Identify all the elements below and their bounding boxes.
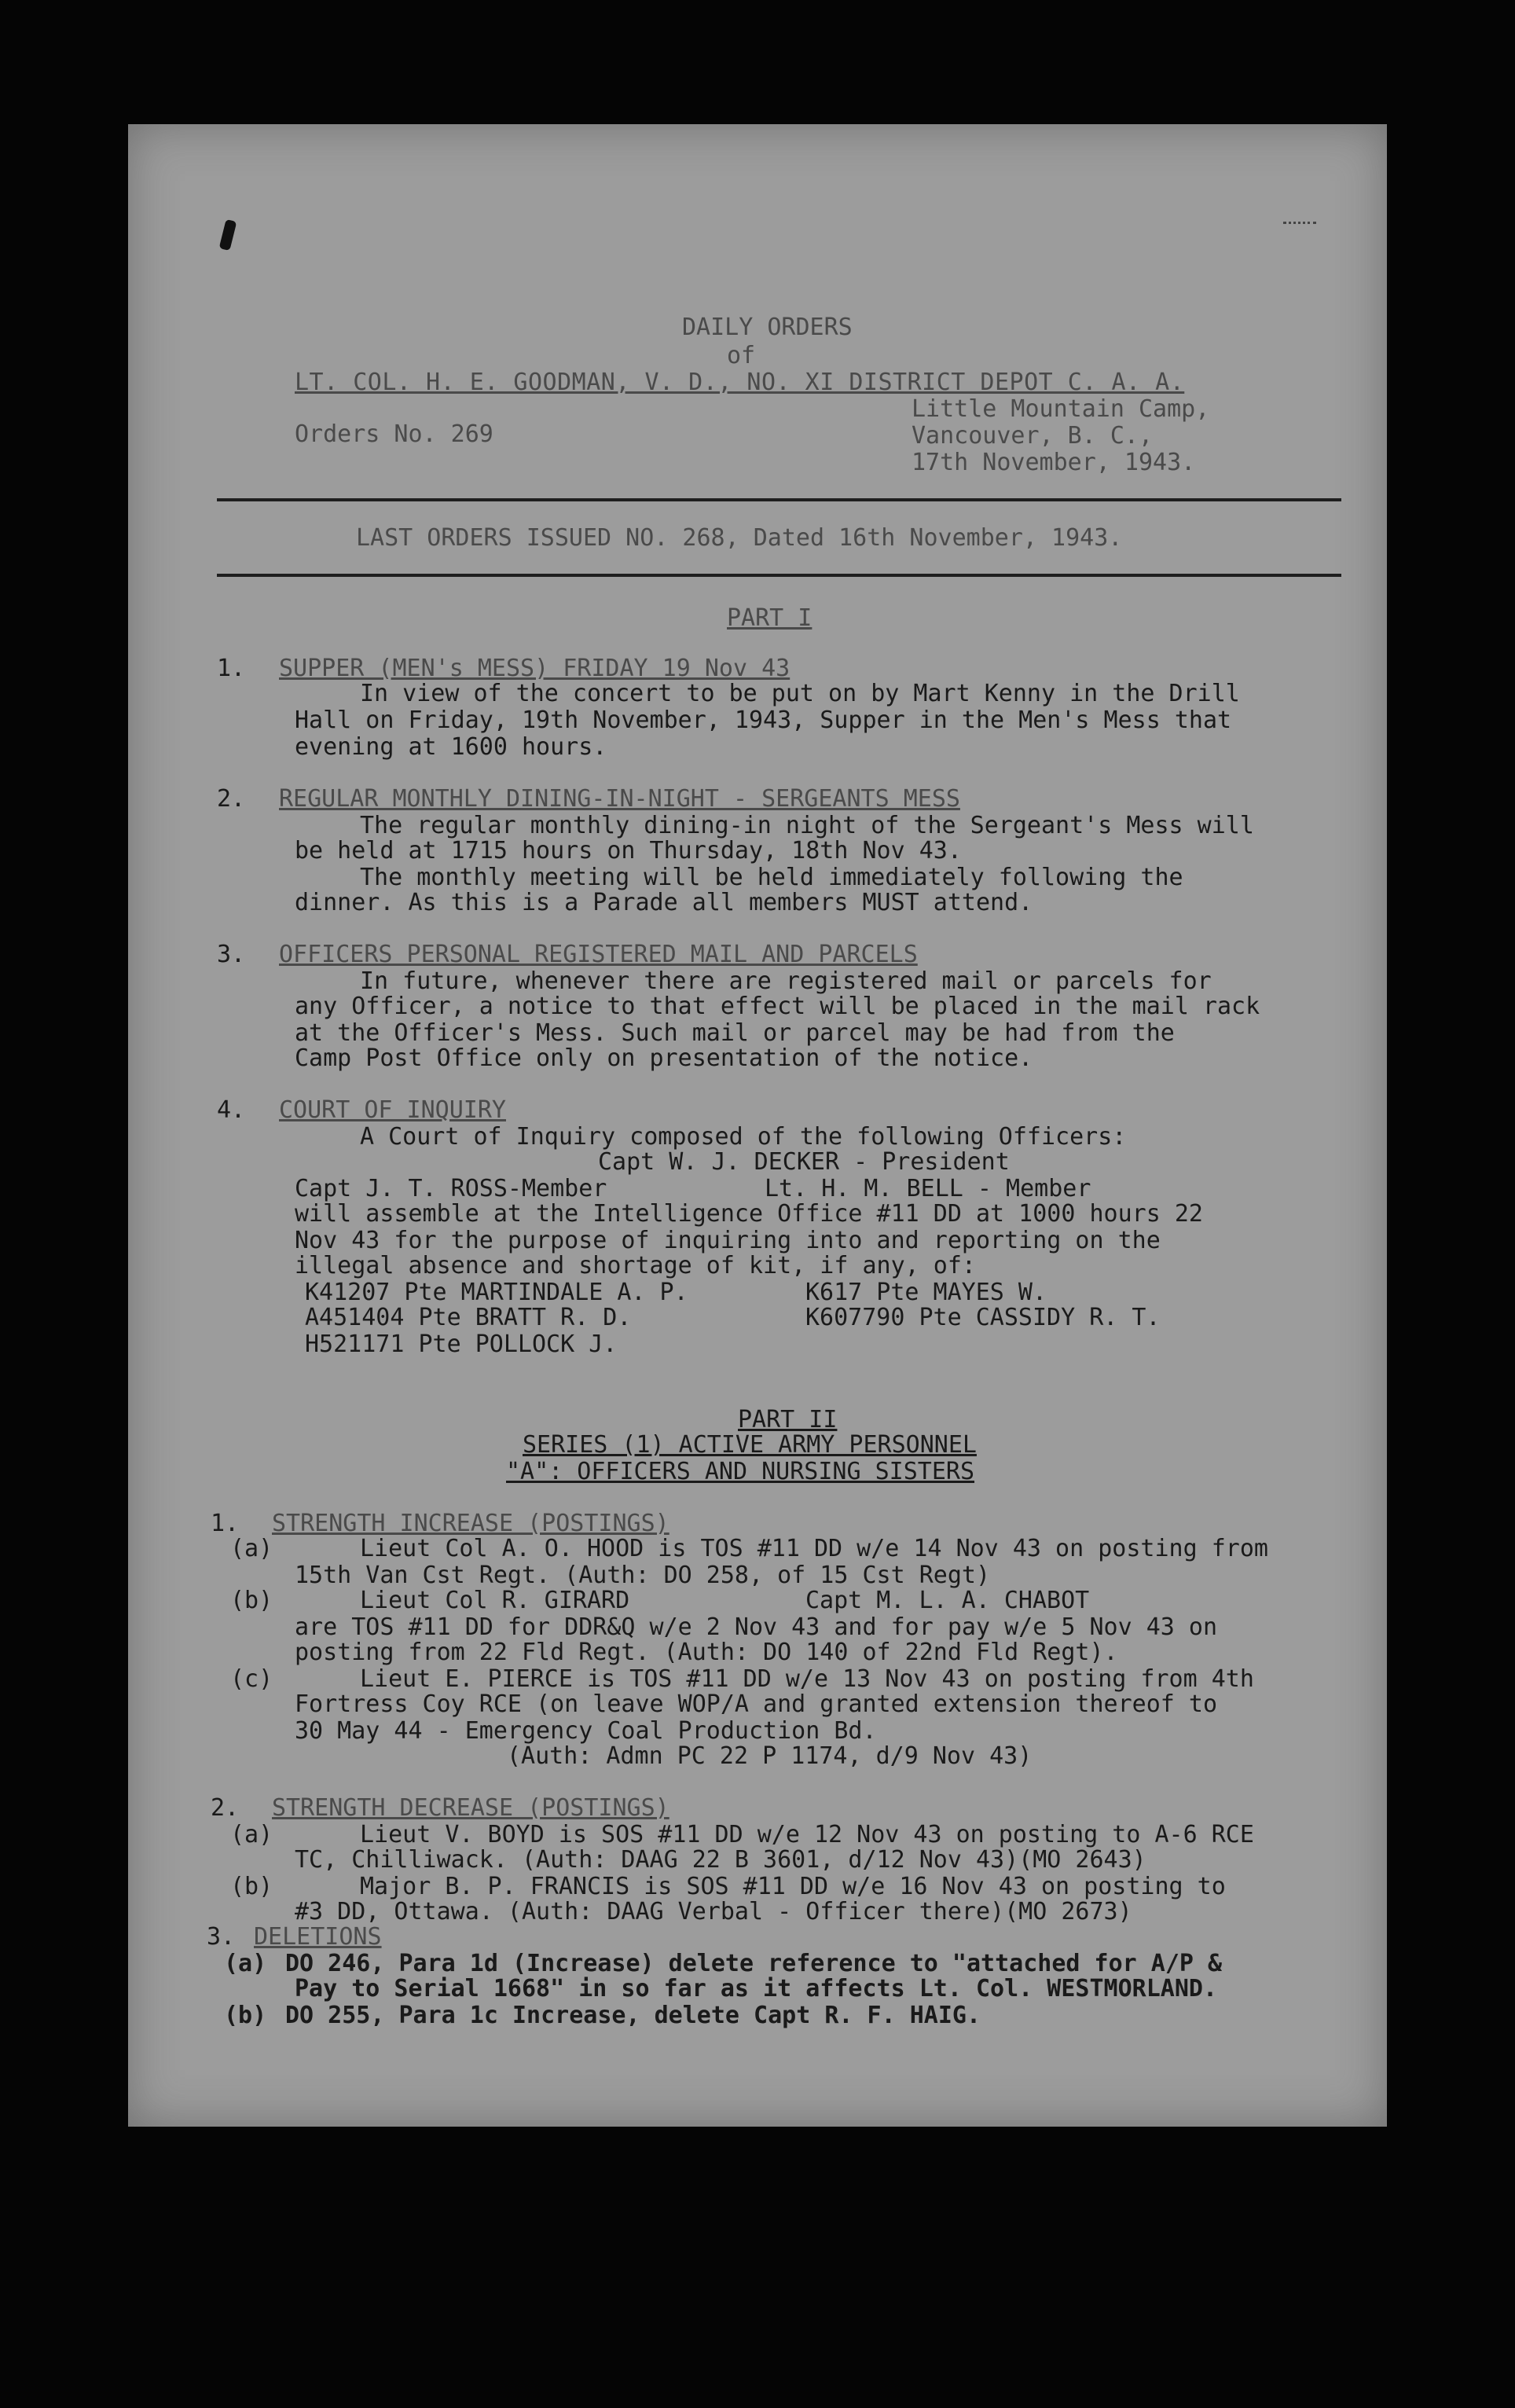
- title-of: of: [727, 342, 756, 369]
- item-line: will assemble at the Intelligence Office #11 DD at 1000 hours 22: [295, 1200, 1203, 1228]
- item-title: COURT OF INQUIRY: [279, 1096, 506, 1124]
- item-line: any Officer, a notice to that effect will be placed in the mail rack: [295, 993, 1260, 1020]
- section-line: DO 246, Para 1d (Increase) delete reference to "attached for A/P &: [285, 1950, 1223, 1977]
- divider-top: [217, 498, 1341, 501]
- section-number: 1.: [211, 1510, 240, 1537]
- section-title: STRENGTH INCREASE (POSTINGS): [272, 1510, 669, 1537]
- orders-number: Orders No. 269: [295, 420, 493, 448]
- section-line: are TOS #11 DD for DDR&Q w/e 2 Nov 43 and for pay w/e 5 Nov 43 on: [295, 1613, 1217, 1641]
- subitem-label: (b): [230, 1873, 273, 1900]
- personnel-entry: A451404 Pte BRATT R. D.: [305, 1304, 632, 1331]
- section-line: (Auth: Admn PC 22 P 1174, d/9 Nov 43): [507, 1742, 1033, 1770]
- item-line: The regular monthly dining-in night of the Sergeant's Mess will: [360, 812, 1254, 839]
- item-title: OFFICERS PERSONAL REGISTERED MAIL AND PARCELS: [279, 941, 918, 968]
- item-number: 4.: [217, 1096, 246, 1124]
- subitem-label: (b): [230, 1587, 273, 1614]
- location-line-1: Little Mountain Camp,: [912, 395, 1210, 423]
- section-number: 2.: [211, 1794, 240, 1822]
- issue-date: 17th November, 1943.: [912, 449, 1196, 476]
- item-number: 3.: [217, 941, 246, 968]
- item-line: Capt J. T. ROSS-Member: [295, 1175, 607, 1202]
- location-line-2: Vancouver, B. C.,: [912, 422, 1154, 450]
- item-line: In view of the concert to be put on by Mart Kenny in the Drill: [360, 680, 1240, 707]
- personnel-entry: H521171 Pte POLLOCK J.: [305, 1331, 618, 1358]
- part2-series: SERIES (1) ACTIVE ARMY PERSONNEL: [523, 1431, 977, 1459]
- item-line: Lt. H. M. BELL - Member: [765, 1175, 1091, 1202]
- section-number: 3.: [207, 1923, 236, 1951]
- commander-line: LT. COL. H. E. GOODMAN, V. D., NO. XI DISTRICT DEPOT C. A. A.: [295, 369, 1185, 396]
- section-line: Capt M. L. A. CHABOT: [805, 1587, 1090, 1614]
- section-line: 30 May 44 - Emergency Coal Production Bd.: [295, 1717, 877, 1745]
- subitem-label: (a): [224, 1950, 267, 1977]
- subitem-label: (b): [224, 2002, 267, 2029]
- personnel-entry: K607790 Pte CASSIDY R. T.: [805, 1304, 1161, 1331]
- section-line: Lieut E. PIERCE is TOS #11 DD w/e 13 Nov 43 on posting from 4th: [360, 1665, 1254, 1693]
- item-number: 1.: [217, 655, 246, 682]
- section-title: STRENGTH DECREASE (POSTINGS): [272, 1794, 669, 1822]
- part2-subseries: "A": OFFICERS AND NURSING SISTERS: [506, 1458, 975, 1485]
- section-line: Lieut Col R. GIRARD: [360, 1587, 630, 1614]
- item-line: Capt W. J. DECKER - President: [598, 1148, 1010, 1176]
- section-title: DELETIONS: [254, 1923, 382, 1951]
- item-line: be held at 1715 hours on Thursday, 18th Nov 43.: [295, 837, 962, 864]
- subitem-label: (a): [230, 1535, 273, 1562]
- divider-bottom: [217, 574, 1341, 577]
- section-line: 15th Van Cst Regt. (Auth: DO 258, of 15 Cst Regt): [295, 1562, 991, 1589]
- ink-mark: [219, 219, 237, 251]
- last-orders-line: LAST ORDERS ISSUED NO. 268, Dated 16th November, 1943.: [356, 524, 1123, 552]
- section-line: Major B. P. FRANCIS is SOS #11 DD w/e 16 Nov 43 on posting to: [360, 1873, 1226, 1900]
- item-line: evening at 1600 hours.: [295, 733, 607, 761]
- subitem-label: (a): [230, 1821, 273, 1848]
- document-title: DAILY ORDERS: [682, 314, 853, 341]
- item-line: Hall on Friday, 19th November, 1943, Supper in the Men's Mess that: [295, 707, 1232, 734]
- item-line: In future, whenever there are registered mail or parcels for: [360, 967, 1212, 995]
- section-line: Pay to Serial 1668" in so far as it affects Lt. Col. WESTMORLAND.: [295, 1975, 1217, 2002]
- item-line: Nov 43 for the purpose of inquiring into and reporting on the: [295, 1227, 1161, 1254]
- item-line: at the Officer's Mess. Such mail or parcel may be had from the: [295, 1019, 1175, 1047]
- part1-heading: PART I: [727, 604, 813, 632]
- section-line: #3 DD, Ottawa. (Auth: DAAG Verbal - Officer there)(MO 2673): [295, 1898, 1132, 1925]
- item-line: The monthly meeting will be held immediately following the: [360, 864, 1183, 891]
- item-line: dinner. As this is a Parade all members MUST attend.: [295, 889, 1033, 916]
- section-line: Fortress Coy RCE (on leave WOP/A and granted extension thereof to: [295, 1690, 1217, 1718]
- document-sheet: [128, 124, 1387, 2127]
- item-title: REGULAR MONTHLY DINING-IN-NIGHT - SERGEANTS MESS: [279, 785, 960, 813]
- subitem-label: (c): [230, 1665, 273, 1693]
- section-line: Lieut Col A. O. HOOD is TOS #11 DD w/e 14 Nov 43 on posting from: [360, 1535, 1268, 1562]
- ink-speck: [1283, 222, 1316, 229]
- section-line: DO 255, Para 1c Increase, delete Capt R. F. HAIG.: [285, 2002, 981, 2029]
- item-number: 2.: [217, 785, 246, 813]
- personnel-entry: K41207 Pte MARTINDALE A. P.: [305, 1279, 688, 1306]
- item-line: illegal absence and shortage of kit, if any, of:: [295, 1252, 976, 1279]
- part2-heading: PART II: [738, 1406, 838, 1433]
- item-title: SUPPER (MEN's MESS) FRIDAY 19 Nov 43: [279, 655, 791, 682]
- personnel-entry: K617 Pte MAYES W.: [805, 1279, 1047, 1306]
- section-line: TC, Chilliwack. (Auth: DAAG 22 B 3601, d/12 Nov 43)(MO 2643): [295, 1846, 1146, 1874]
- item-line: A Court of Inquiry composed of the following Officers:: [360, 1123, 1127, 1151]
- section-line: posting from 22 Fld Regt. (Auth: DO 140 of 22nd Fld Regt).: [295, 1639, 1118, 1666]
- item-line: Camp Post Office only on presentation of the notice.: [295, 1044, 1033, 1072]
- section-line: Lieut V. BOYD is SOS #11 DD w/e 12 Nov 43 on posting to A-6 RCE: [360, 1821, 1254, 1848]
